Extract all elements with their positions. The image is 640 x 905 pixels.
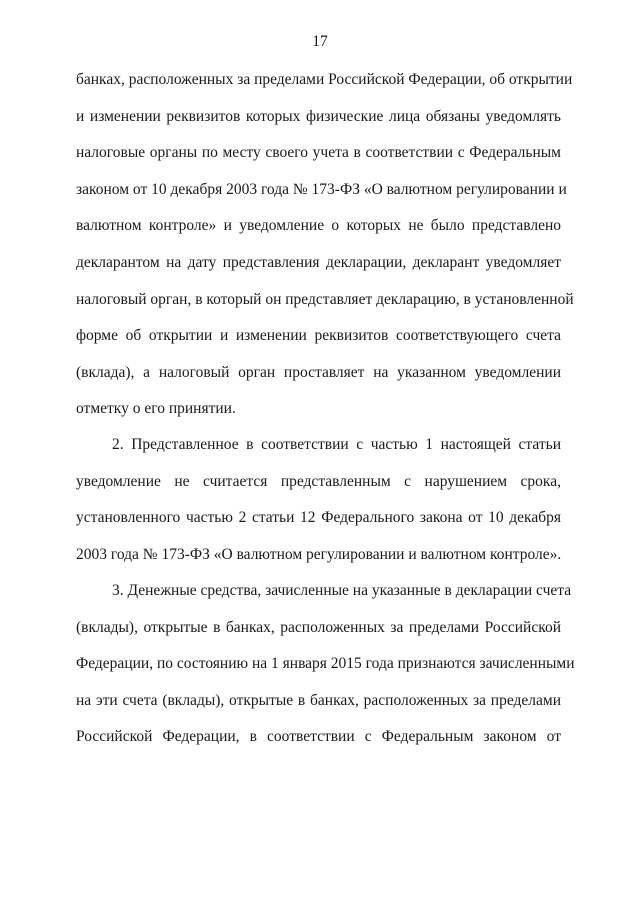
text-line: банках, расположенных за пределами Российской Федерации, об открытии xyxy=(76,71,573,88)
text-line: и изменении реквизитов которых физические лица обязаны уведомлять xyxy=(76,107,561,125)
paragraph-item-3 xyxy=(76,582,575,766)
text-line: 3. Денежные средства, зачисленные на указанные в декларации счета xyxy=(112,582,572,599)
text-line: 2. Представленное в соответствии с частью 1 настоящей статьи xyxy=(112,436,561,453)
text-line: валютном контроле» и уведомление о которых не было представлено xyxy=(76,217,561,235)
text-line: налоговые органы по месту своего учета в соответствии с Федеральным xyxy=(76,144,561,162)
text-line: отметку о его принятии. xyxy=(76,400,236,418)
text-line: декларантом на дату представления декларации, декларант уведомляет xyxy=(76,253,561,271)
paragraph-continuation xyxy=(76,71,574,438)
text-line: 2003 года № 173-ФЗ «О валютном регулировании и валютном контроле». xyxy=(76,545,562,563)
page-number: 17 xyxy=(312,33,328,50)
text-line: законом от 10 декабря 2003 года № 173-ФЗ «О валютном регулировании и xyxy=(76,180,567,198)
text-line: на эти счета (вклады), открытые в банках, расположенных за пределами xyxy=(76,691,561,709)
text-line: Российской Федерации, в соответствии с Федеральным законом от xyxy=(76,728,561,746)
text-line: уведомление не считается представленным с нарушением срока, xyxy=(76,472,561,490)
text-line: (вклада), а налоговый орган проставляет на указанном уведомлении xyxy=(76,363,561,381)
text-line: форме об открытии и изменении реквизитов соответствующего счета xyxy=(76,327,561,345)
text-line: установленного частью 2 статьи 12 Федерального закона от 10 декабря xyxy=(76,509,561,527)
paragraph-item-2 xyxy=(76,437,561,583)
text-line: налоговый орган, в который он представляет декларацию, в установленной xyxy=(76,290,574,308)
text-line: (вклады), открытые в банках, расположенных за пределами Российской xyxy=(76,618,561,636)
text-line: Федерации, по состоянию на 1 января 2015 года признаются зачисленными xyxy=(76,655,575,673)
